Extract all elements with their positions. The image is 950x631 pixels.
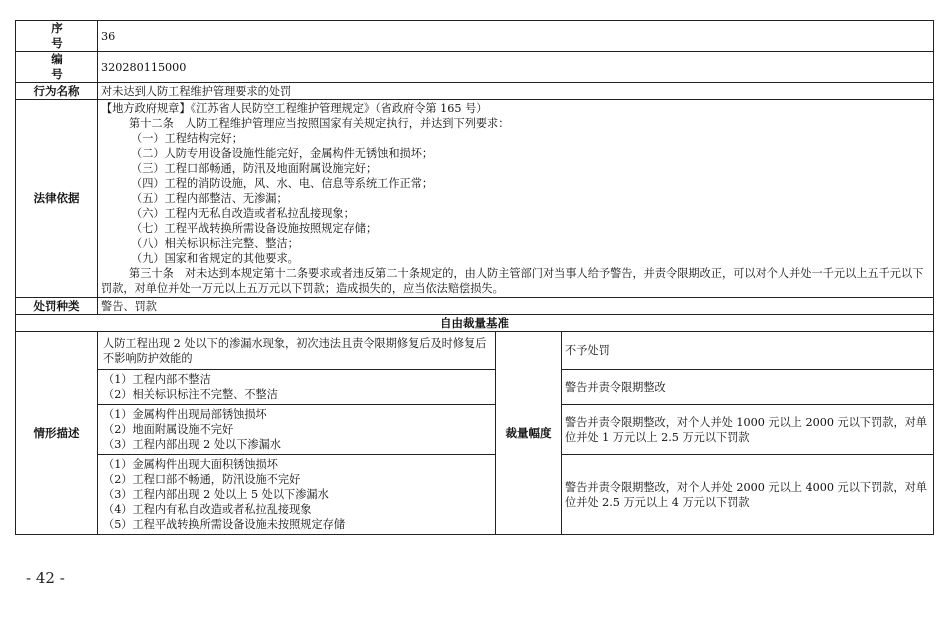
situation-text: （2）地面附属设施不完好 bbox=[103, 423, 234, 436]
situation-text: （2）相关标识标注不完整、不整洁 bbox=[103, 388, 278, 401]
legal-item: （四）工程的消防设施，风、水、电、信息等系统工作正常； bbox=[131, 177, 434, 190]
action-name-label: 行为名称 bbox=[16, 83, 98, 100]
situation-cell-4 bbox=[98, 455, 496, 535]
result-cell-4: 警告并责令限期整改，对个人并处 2000 元以上 4000 元以下罚款，对单位并处 2.5 万元以上 4 万元以下罚款 bbox=[562, 455, 934, 535]
discretion-title: 自由裁量基准 bbox=[16, 315, 934, 332]
code-value: 320280115000 bbox=[98, 52, 934, 83]
situation-text: （5）工程平战转换所需设备设施未按照规定存储 bbox=[103, 518, 346, 531]
legal-item: （六）工程内无私自改造或者私拉乱接现象； bbox=[131, 207, 355, 220]
situation-text: （1）金属构件出现局部锈蚀损坏 bbox=[103, 408, 267, 421]
penalty-standard-table bbox=[15, 20, 934, 535]
situation-label: 情形描述 bbox=[16, 332, 98, 535]
penalty-type-value: 警告、罚款 bbox=[98, 298, 934, 315]
legal-item: （七）工程平战转换所需设备设施按照规定存储； bbox=[131, 222, 378, 235]
situation-cell-2 bbox=[98, 370, 496, 405]
legal-item: （五）工程内部整洁、无渗漏； bbox=[131, 192, 288, 205]
legal-item: （三）工程口部畅通，防汛及地面附属设施完好； bbox=[131, 162, 378, 175]
range-label: 裁量幅度 bbox=[496, 332, 562, 535]
legal-basis-label: 法律依据 bbox=[16, 100, 98, 298]
result-cell-2: 警告并责令限期整改 bbox=[562, 370, 934, 405]
legal-item: （二）人防专用设备设施性能完好，金属构件无锈蚀和损坏； bbox=[131, 147, 434, 160]
result-cell-1: 不予处罚 bbox=[562, 332, 934, 370]
code-label: 编 号 bbox=[16, 52, 98, 83]
seq-label: 序 号 bbox=[16, 21, 98, 52]
legal-article-30: 第三十条 对未达到本规定第十二条要求或者违反第二十条规定的，由人防主管部门对当事人给予警告，并责令限期改正，可以对个人并处一千元以上五千元以下罚款，对单位并处一万元以上五万元以下罚款；造成损失的，应当依法赔偿损失。 bbox=[101, 267, 924, 295]
legal-basis-content bbox=[98, 100, 934, 298]
action-name-value: 对未达到人防工程维护管理要求的处罚 bbox=[98, 83, 934, 100]
situation-cell-3 bbox=[98, 405, 496, 455]
legal-item: （九）国家和省规定的其他要求。 bbox=[131, 252, 299, 265]
situation-text: （4）工程内有私自改造或者私拉乱接现象 bbox=[103, 503, 312, 516]
situation-text: （2）工程口部不畅通，防汛设施不完好 bbox=[103, 473, 301, 486]
seq-value: 36 bbox=[98, 21, 934, 52]
situation-text: 人防工程出现 2 处以下的渗漏水现象，初次违法且责令限期修复后及时修复后不影响防护效能的 bbox=[103, 336, 487, 365]
legal-source: 【地方政府规章】《江苏省人民防空工程维护管理规定》（省政府令第 165 号） bbox=[101, 102, 488, 115]
situation-text: （1）金属构件出现大面积锈蚀损坏 bbox=[103, 458, 278, 471]
legal-item: （八）相关标识标注完整、整洁； bbox=[131, 237, 299, 250]
penalty-type-label: 处罚种类 bbox=[16, 298, 98, 315]
situation-text: （3）工程内部出现 2 处以下渗漏水 bbox=[103, 438, 281, 451]
situation-text: （3）工程内部出现 2 处以上 5 处以下渗漏水 bbox=[103, 488, 329, 501]
legal-article-12: 第十二条 人防工程维护管理应当按照国家有关规定执行，并达到下列要求： bbox=[129, 117, 510, 130]
situation-cell-1 bbox=[98, 332, 496, 370]
legal-item: （一）工程结构完好； bbox=[131, 132, 243, 145]
situation-text: （1）工程内部不整洁 bbox=[103, 373, 211, 386]
page-number: - 42 - bbox=[26, 569, 65, 587]
result-cell-3: 警告并责令限期整改，对个人并处 1000 元以上 2000 元以下罚款，对单位并处 1 万元以上 2.5 万元以下罚款 bbox=[562, 405, 934, 455]
